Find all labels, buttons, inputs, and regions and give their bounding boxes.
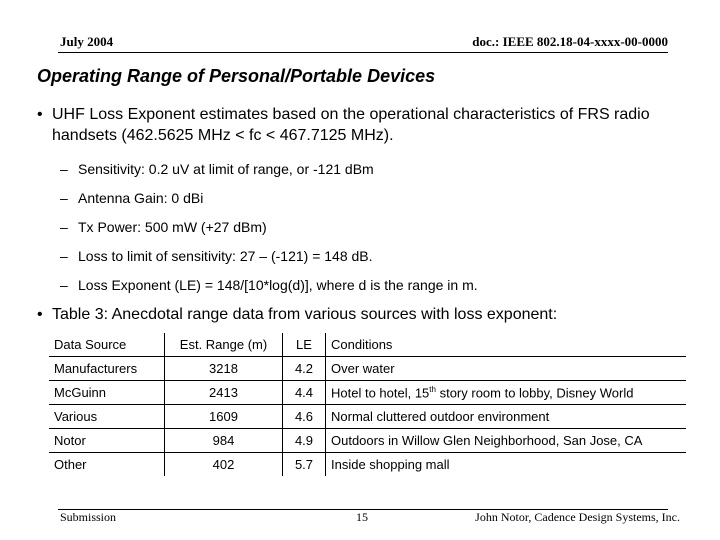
cell-conditions bbox=[326, 381, 687, 405]
bullet-table-intro bbox=[37, 304, 687, 325]
sub-item-loss-limit bbox=[60, 247, 373, 265]
footer-page-number: 15 bbox=[356, 510, 368, 524]
range-data-table bbox=[49, 333, 686, 476]
cell-range: 1609 bbox=[165, 405, 283, 429]
cell-conditions: Outdoors in Willow Glen Neighborhood, San Jose, CA bbox=[326, 429, 687, 453]
table-row bbox=[49, 357, 686, 381]
conditions-pre: Hotel to hotel, 15 bbox=[331, 385, 430, 401]
cell-conditions: Normal cluttered outdoor environment bbox=[326, 405, 687, 429]
dash-symbol: – bbox=[60, 190, 68, 206]
header-date: July 2004 bbox=[60, 34, 114, 49]
col-header-data-source: Data Source bbox=[49, 333, 165, 357]
bullet-uhf-loss bbox=[37, 104, 687, 146]
col-header-le: LE bbox=[283, 333, 326, 357]
sub-item-loss-exponent bbox=[60, 276, 478, 294]
cell-le: 4.4 bbox=[283, 381, 326, 405]
sub-item-sensitivity bbox=[60, 160, 374, 178]
bullet-text: UHF Loss Exponent estimates based on the operational characteristics of FRS radio handsets (462.5625 MHz < fc < 467.7125 MHz). bbox=[52, 106, 650, 144]
col-header-est-range: Est. Range (m) bbox=[165, 333, 283, 357]
dash-symbol: – bbox=[60, 161, 68, 177]
footer-submission: Submission bbox=[60, 510, 117, 524]
table-row bbox=[49, 453, 686, 477]
header-rule bbox=[58, 52, 668, 53]
sub-item-text: Antenna Gain: 0 dBi bbox=[78, 190, 204, 206]
table-row bbox=[49, 381, 686, 405]
sub-item-text: Sensitivity: 0.2 uV at limit of range, or -121 dBm bbox=[78, 161, 374, 177]
cell-range: 2413 bbox=[165, 381, 283, 405]
sub-item-text: Loss Exponent (LE) = 148/[10*log(d)], where d is the range in m. bbox=[78, 277, 478, 293]
table-row bbox=[49, 405, 686, 429]
cell-le: 4.6 bbox=[283, 405, 326, 429]
table-header-row bbox=[49, 333, 686, 357]
cell-range: 984 bbox=[165, 429, 283, 453]
cell-source: Other bbox=[49, 453, 165, 477]
sub-item-text: Tx Power: 500 mW (+27 dBm) bbox=[78, 219, 267, 235]
table-row bbox=[49, 429, 686, 453]
col-header-conditions: Conditions bbox=[326, 333, 687, 357]
cell-conditions: Over water bbox=[326, 357, 687, 381]
dash-symbol: – bbox=[60, 219, 68, 235]
cell-source: Various bbox=[49, 405, 165, 429]
cell-conditions: Inside shopping mall bbox=[326, 453, 687, 477]
cell-le: 4.9 bbox=[283, 429, 326, 453]
cell-le: 4.2 bbox=[283, 357, 326, 381]
cell-source: Manufacturers bbox=[54, 361, 138, 376]
conditions-superscript: th bbox=[429, 384, 436, 394]
bullet-symbol: • bbox=[37, 106, 43, 123]
sub-item-antenna-gain bbox=[60, 189, 203, 207]
cell-source: Notor bbox=[49, 429, 165, 453]
sub-item-tx-power bbox=[60, 218, 267, 236]
slide-title: Operating Range of Personal/Portable Devices bbox=[37, 66, 436, 86]
cell-range: 3218 bbox=[165, 357, 283, 381]
bullet-text: Table 3: Anecdotal range data from various sources with loss exponent: bbox=[52, 306, 558, 323]
conditions-post: story room to lobby, Disney World bbox=[435, 385, 634, 401]
cell-le: 5.7 bbox=[283, 453, 326, 477]
header-doc-id: doc.: IEEE 802.18-04-xxxx-00-0000 bbox=[472, 34, 668, 49]
cell-range: 402 bbox=[165, 453, 283, 477]
bullet-symbol: • bbox=[37, 306, 43, 323]
dash-symbol: – bbox=[60, 248, 68, 264]
sub-item-text: Loss to limit of sensitivity: 27 – (-121) = 148 dB. bbox=[78, 248, 373, 264]
footer-author: John Notor, Cadence Design Systems, Inc. bbox=[475, 510, 680, 524]
cell-source: McGuinn bbox=[49, 381, 165, 405]
dash-symbol: – bbox=[60, 277, 68, 293]
